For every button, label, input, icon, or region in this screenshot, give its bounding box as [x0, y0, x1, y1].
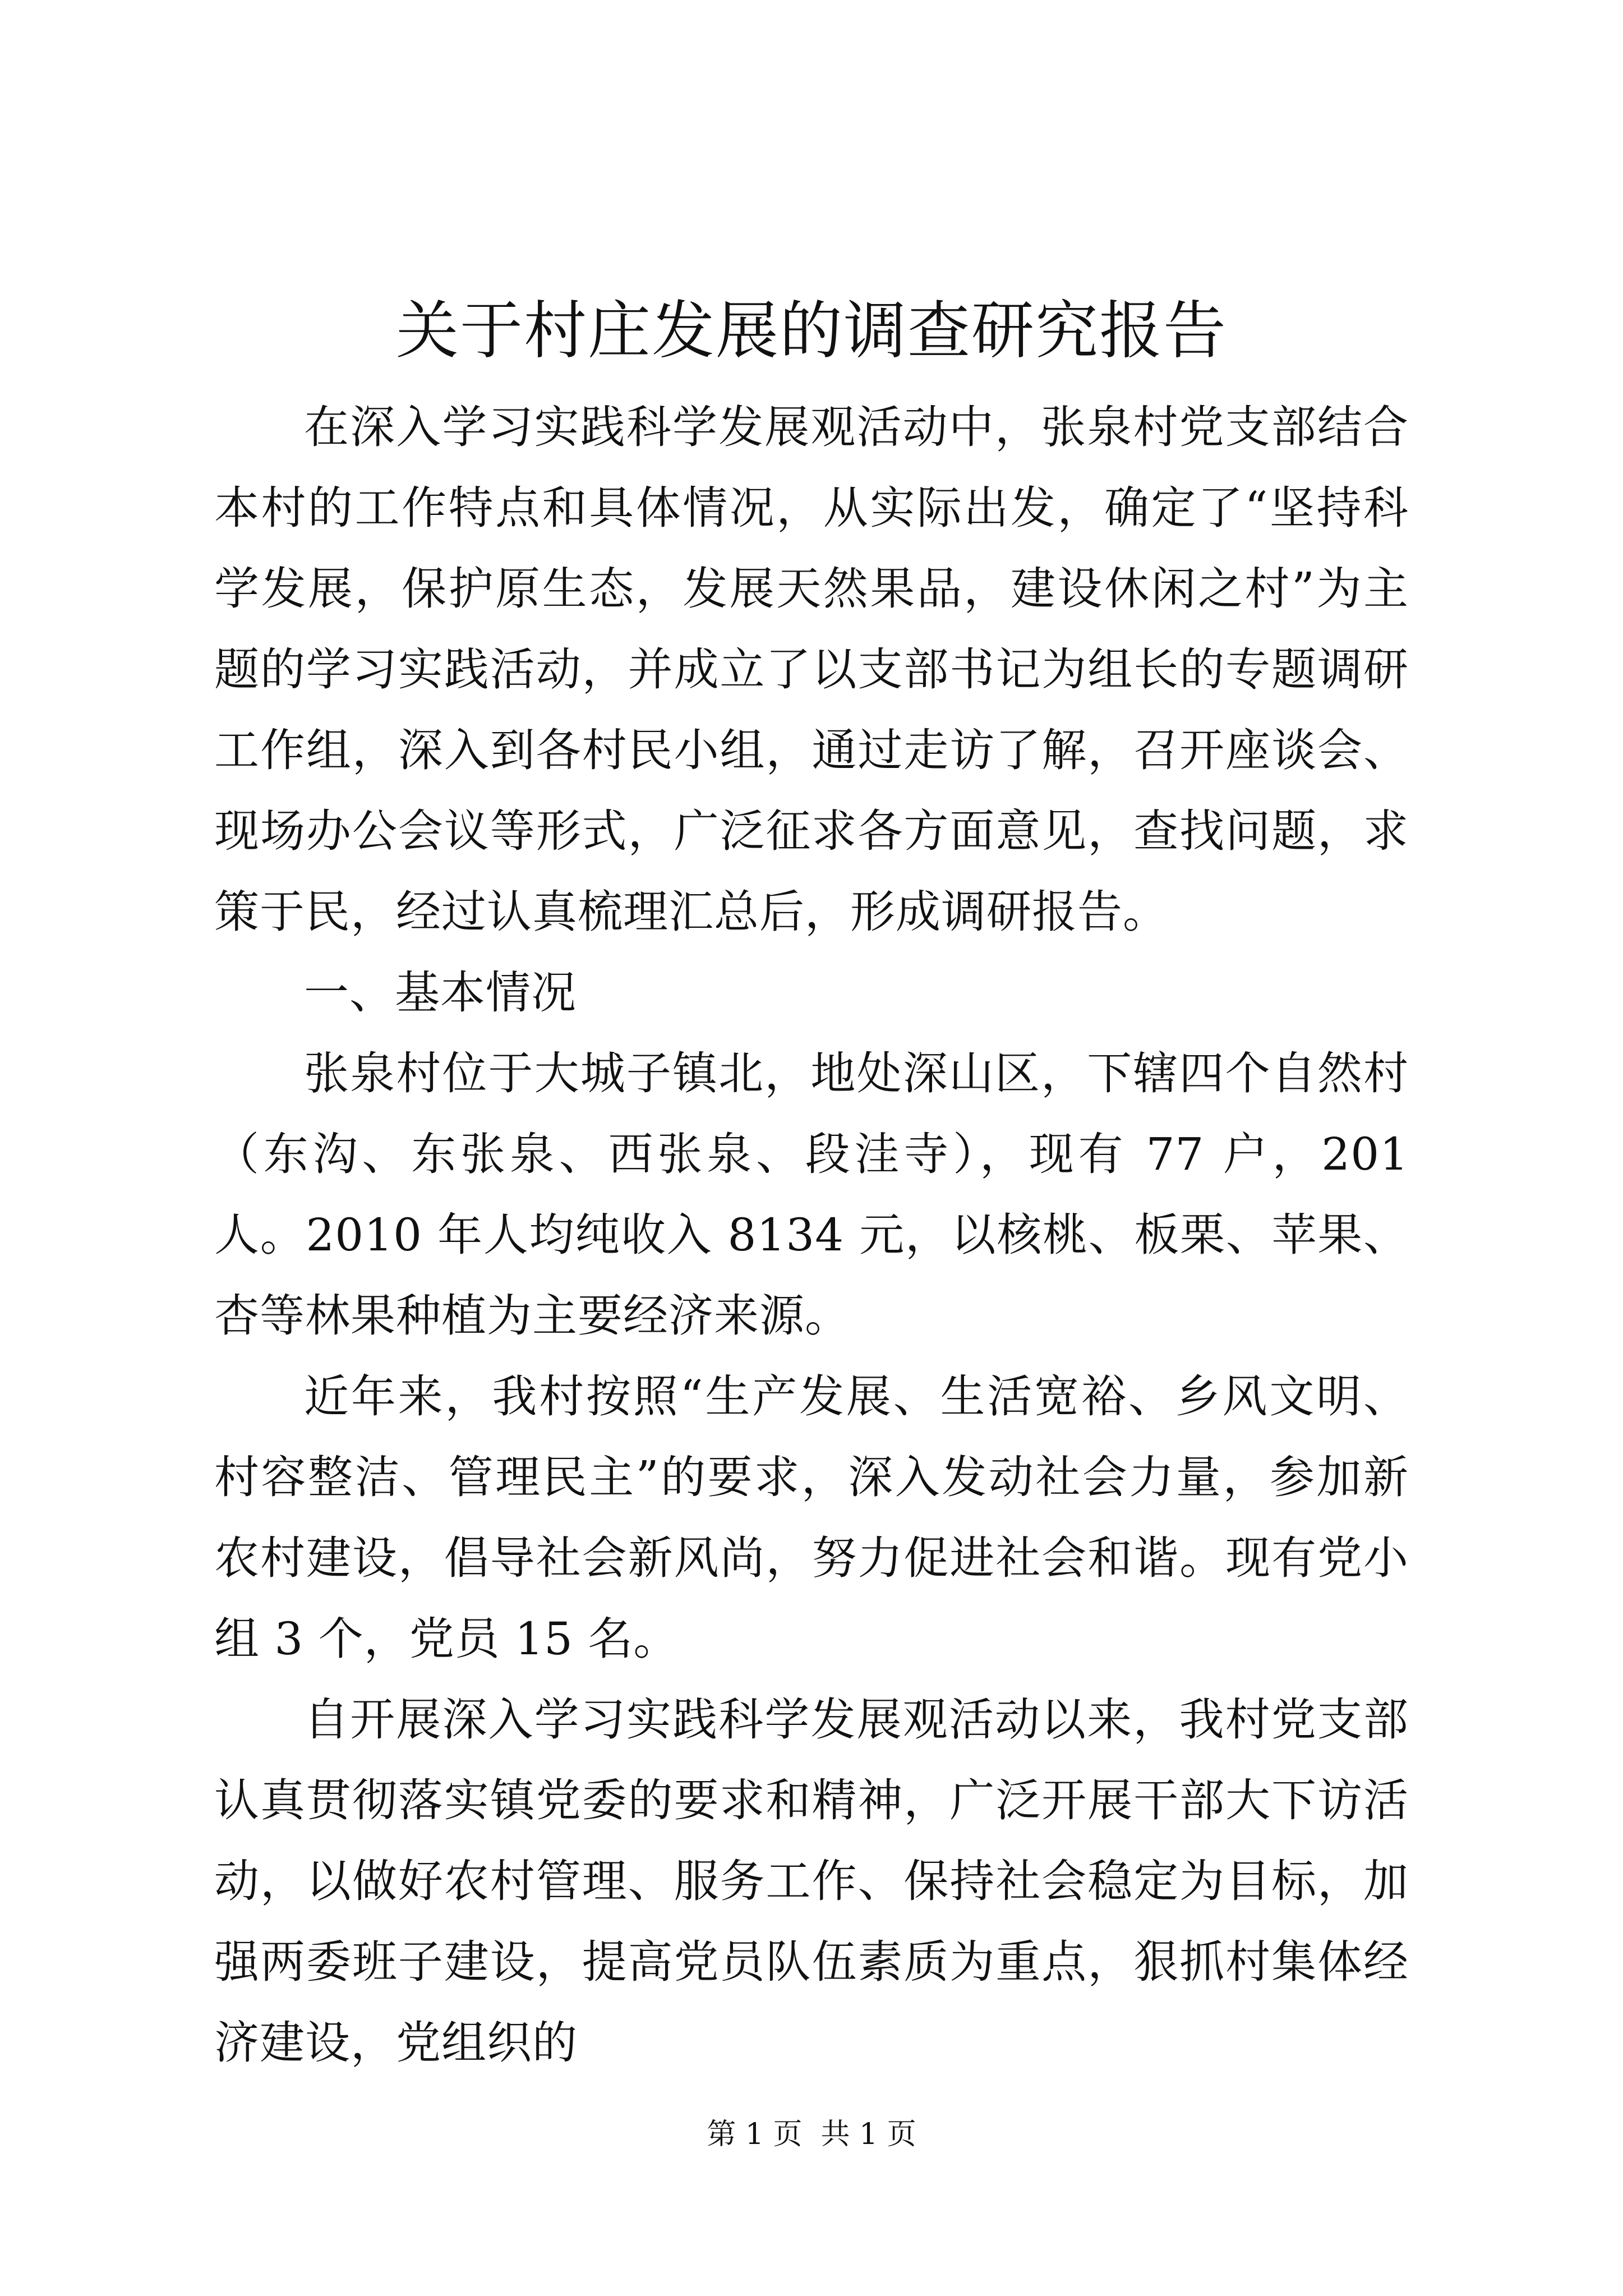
- paragraph-village-overview: 张泉村位于大城子镇北，地处深山区，下辖四个自然村（东沟、东张泉、西张泉、段洼寺），现有 77 户，201 人。2010 年人均纯收入 8134 元，以核桃、板栗、苹果、杏等林果种植为主要经济来源。: [214, 1047, 1409, 1342]
- page-number-label: 第 1 页 共 1 页: [707, 2118, 916, 2151]
- document-title: 关于村庄发展的调查研究报告: [396, 295, 1227, 367]
- paragraph-recent-years: 近年来，我村按照“生产发展、生活宽裕、乡风文明、村容整洁、管理民主”的要求，深入发动社会力量，参加新农村建设，倡导社会新风尚，努力促进社会和谐。现有党小组 3 个，党员 15 名。: [214, 1370, 1409, 1665]
- paragraph-activity-progress: 自开展深入学习实践科学发展观活动以来，我村党支部认真贯彻落实镇党委的要求和精神，广泛开展干部大下访活动，以做好农村管理、服务工作、保持社会稳定为目标，加强两委班子建设，提高党员队伍素质为重点，狠抓村集体经济建设，党组织的: [214, 1694, 1409, 2069]
- page-footer: [0, 2115, 1623, 2154]
- section-heading-basic-info: 一、基本情况: [304, 967, 577, 1019]
- document-body: [214, 387, 1409, 2083]
- paragraph-intro: 在深入学习实践科学发展观活动中，张泉村党支部结合本村的工作特点和具体情况，从实际出发，确定了“坚持科学发展，保护原生态，发展天然果品，建设休闲之村”为主题的学习实践活动，并成立了以支部书记为组长的专题调研工作组，深入到各村民小组，通过走访了解，召开座谈会、现场办公会议等形式，广泛征求各方面意见，查找问题，求策于民，经过认真梳理汇总后，形成调研报告。: [214, 401, 1409, 938]
